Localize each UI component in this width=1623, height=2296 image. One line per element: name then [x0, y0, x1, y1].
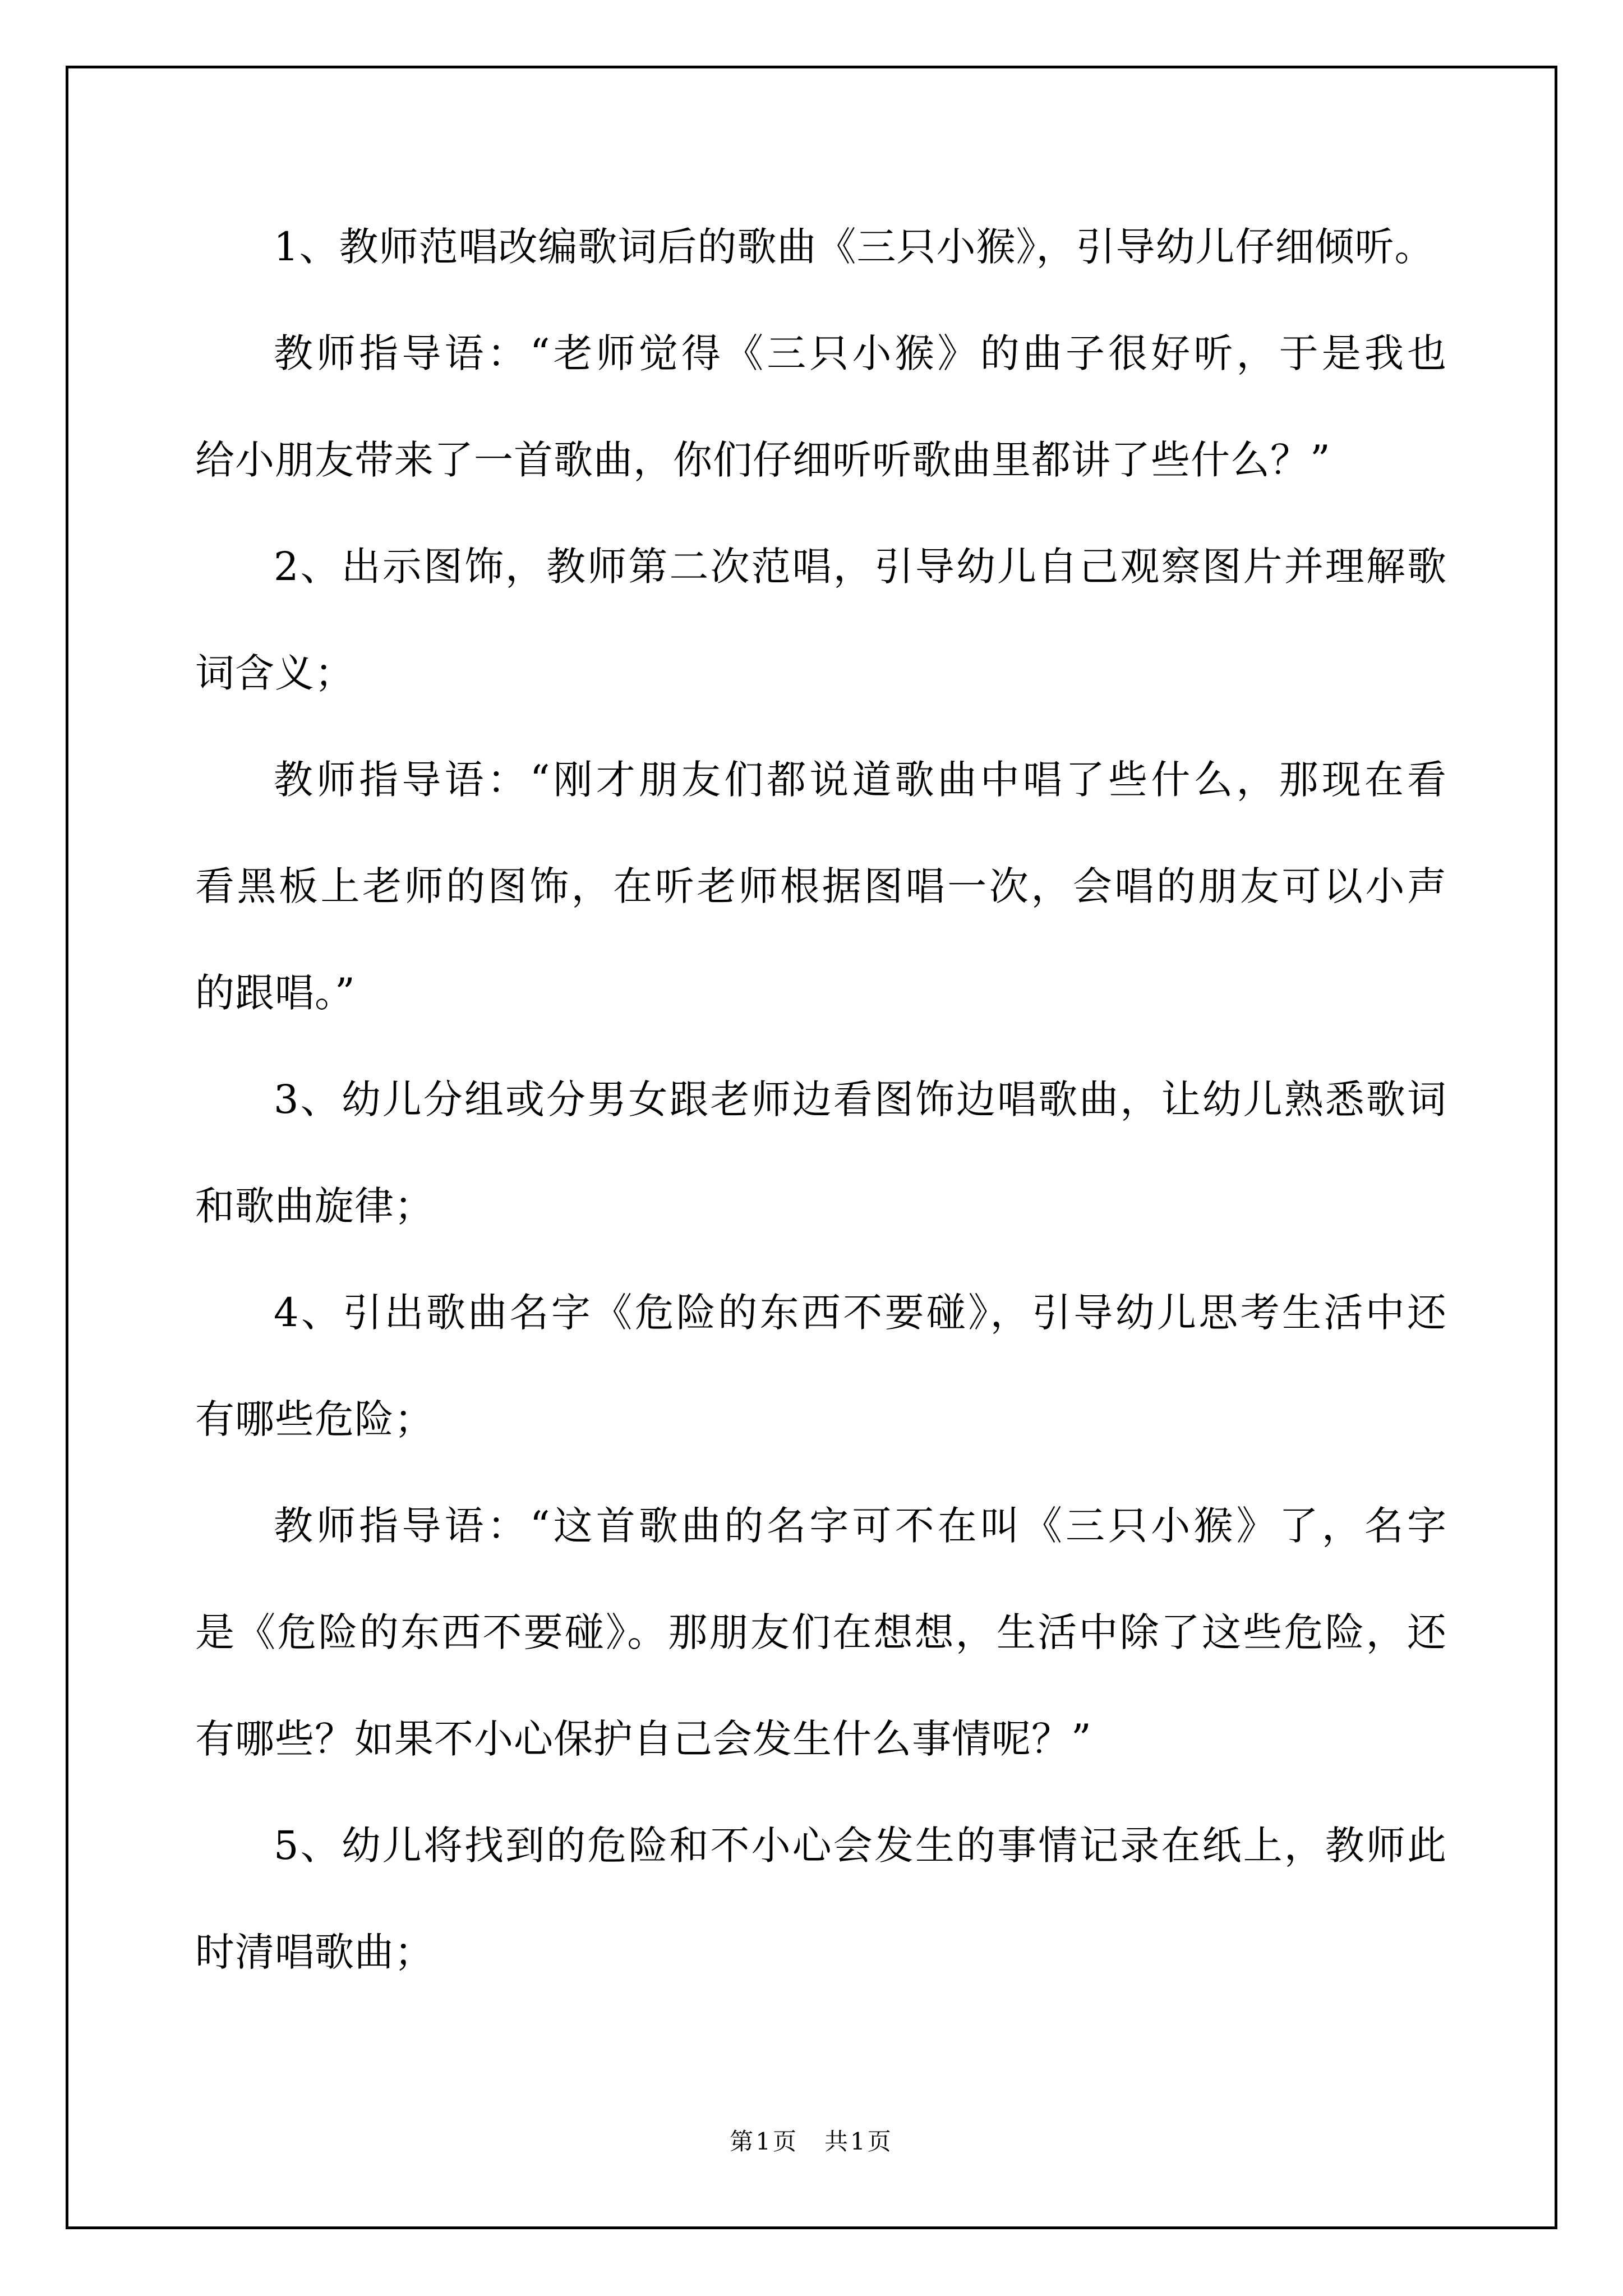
text-line: 4、引出歌曲名字《危险的东西不要碰》，引导幼儿思考生活中还	[274, 1290, 1447, 1336]
text-line: 看黑板上老师的图饰，在听老师根据图唱一次，会唱的朋友可以小声	[195, 863, 1447, 909]
text-line: 时清唱歌曲；	[195, 1929, 434, 1975]
text-line: 给小朋友带来了一首歌曲，你们仔细听听歌曲里都讲了些什么？”	[195, 437, 1331, 483]
text-line: 是《危险的东西不要碰》。那朋友们在想想，生活中除了这些危险，还	[195, 1609, 1447, 1655]
text-line: 教师指导语：“这首歌曲的名字可不在叫《三只小猴》了，名字	[274, 1503, 1447, 1549]
text-line: 有哪些？如果不小心保护自己会发生什么事情呢？”	[195, 1716, 1092, 1762]
text-line: 2、出示图饰，教师第二次范唱，引导幼儿自己观察图片并理解歌	[274, 544, 1447, 590]
text-line: 词含义；	[195, 650, 354, 696]
text-line: 3、幼儿分组或分男女跟老师边看图饰边唱歌曲，让幼儿熟悉歌词	[274, 1076, 1447, 1122]
document-content	[195, 194, 1447, 2005]
text-line: 1、教师范唱改编歌词后的歌曲《三只小猴》，引导幼儿仔细倾听。	[274, 224, 1435, 270]
text-line: 和歌曲旋律；	[195, 1183, 434, 1229]
text-line: 的跟唱。”	[195, 970, 356, 1016]
text-line: 教师指导语：“刚才朋友们都说道歌曲中唱了些什么，那现在看	[274, 757, 1447, 803]
page-footer: 第1页 共1页	[730, 2128, 893, 2155]
text-line: 有哪些危险；	[195, 1396, 434, 1442]
text-line: 5、幼儿将找到的危险和不小心会发生的事情记录在纸上，教师此	[274, 1823, 1447, 1869]
text-line: 教师指导语：“老师觉得《三只小猴》的曲子很好听，于是我也	[274, 330, 1447, 376]
